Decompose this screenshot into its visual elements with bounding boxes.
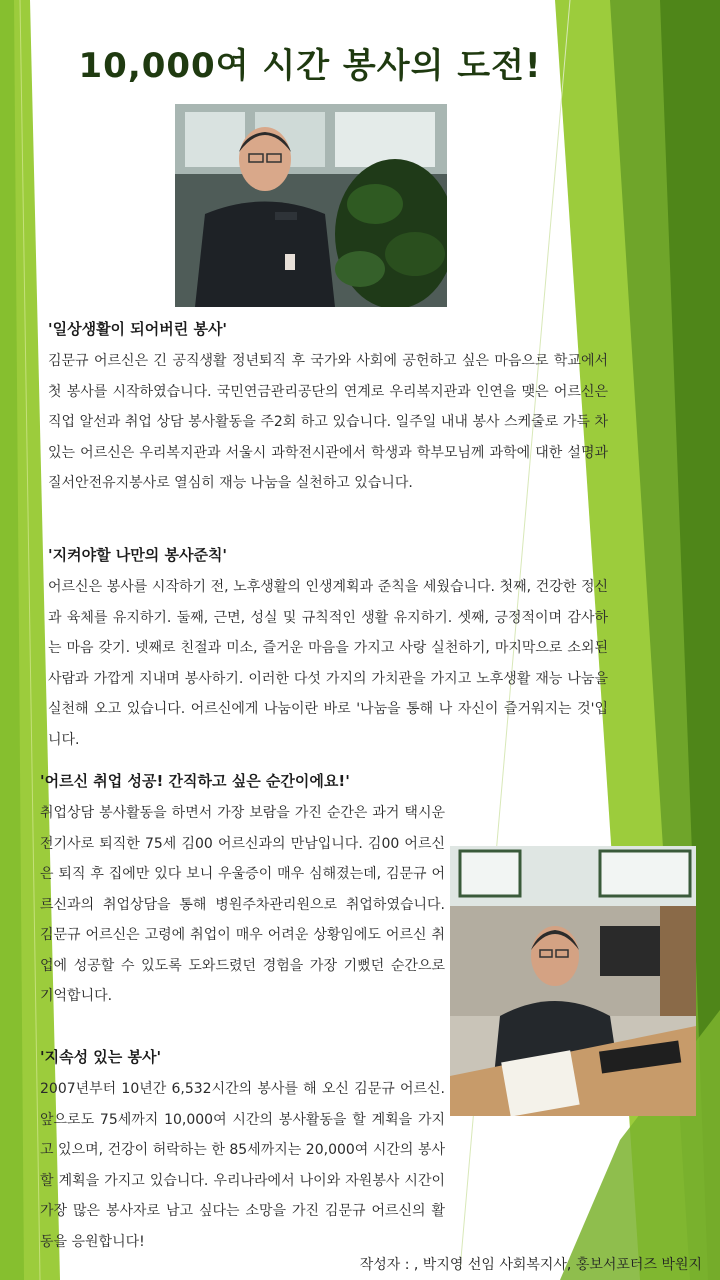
volunteer-standing-image bbox=[175, 104, 447, 307]
photo-volunteer-standing bbox=[175, 104, 447, 307]
section-heading: '일상생활이 되어버린 봉사' bbox=[48, 320, 228, 338]
section-employment-success bbox=[40, 770, 445, 1012]
page-title: 10,000여 시간 봉사의 도전! bbox=[78, 46, 542, 86]
photo-volunteer-at-desk bbox=[450, 846, 696, 1116]
section-body: 2007년부터 10년간 6,532시간의 봉사를 해 오신 김문규 어르신. 앞으로도 75세까지 10,000여 시간의 봉사활동을 할 계획을 가지고 있으며, 건강이 허락하는 한 85세까지는 20,000여 시간의 봉사 할 계획을 가지고 있습니다. 우리나라에서 나이와 자원봉사 시간이 가장 많은 봉사자로 남고 싶다는 소망을 가진 김문규 어르신의 활동을 응원합니다! bbox=[40, 1081, 445, 1250]
section-sustained-volunteer bbox=[40, 1046, 445, 1257]
author-credit: 작성자 : , 박지영 선임 사회복지사, 홍보서포터즈 박원지 bbox=[359, 1257, 702, 1273]
volunteer-at-desk-image bbox=[450, 846, 696, 1116]
section-body: 취업상담 봉사활동을 하면서 가장 보람을 가진 순간은 과거 택시운전기사로 퇴직한 75세 김00 어르신과의 만남입니다. 김00 어르신은 퇴직 후 집에만 있다 보니 우울증이 매우 심해졌는데, 김문규 어르신과의 취업상담을 통해 병원주차관리원으로 취업하였습니다. 김문규 어르신은 고령에 취업이 매우 어려운 상황임에도 어르신 취업에 성공할 수 있도록 도와드렸던 경험을 가장 기뻤던 순간으로 기억합니다. bbox=[40, 805, 445, 1004]
section-volunteer-rules bbox=[48, 544, 608, 755]
section-heading: '지속성 있는 봉사' bbox=[40, 1048, 162, 1066]
section-daily-volunteer bbox=[48, 318, 608, 499]
section-heading: '지켜야할 나만의 봉사준칙' bbox=[48, 546, 228, 564]
section-body: 어르신은 봉사를 시작하기 전, 노후생활의 인생계획과 준칙을 세웠습니다. 첫째, 건강한 정신과 육체를 유지하기. 둘째, 근면, 성실 및 규칙적인 생활 유지하기. 셋째, 긍정적이며 감사하는 마음 갖기. 넷째로 친절과 미소, 즐거운 마음을 가지고 사랑 실천하기, 마지막으로 소외된 사람과 가깝게 지내며 봉사하기. 이러한 다섯 가지의 가치관을 가지고 노후생활 재능 나눔을 실천해 오고 있습니다. 어르신에게 나눔이란 바로 '나눔을 통해 나 자신이 즐거워지는 것'입니다. bbox=[48, 579, 608, 748]
section-heading: '어르신 취업 성공! 간직하고 싶은 순간이에요!' bbox=[40, 772, 350, 790]
section-body: 김문규 어르신은 긴 공직생활 정년퇴직 후 국가와 사회에 공헌하고 싶은 마음으로 학교에서 첫 봉사를 시작하였습니다. 국민연금관리공단의 연계로 우리복지관과 인연을 맺은 어르신은 직업 알선과 취업 상담 봉사활동을 주2회 하고 있습니다. 일주일 내내 봉사 스케줄로 가득 차 있는 어르신은 우리복지관과 서울시 과학전시관에서 학생과 학부모님께 과학에 대한 설명과 질서안전유지봉사로 열심히 재능 나눔을 실천하고 있습니다. bbox=[48, 353, 608, 491]
